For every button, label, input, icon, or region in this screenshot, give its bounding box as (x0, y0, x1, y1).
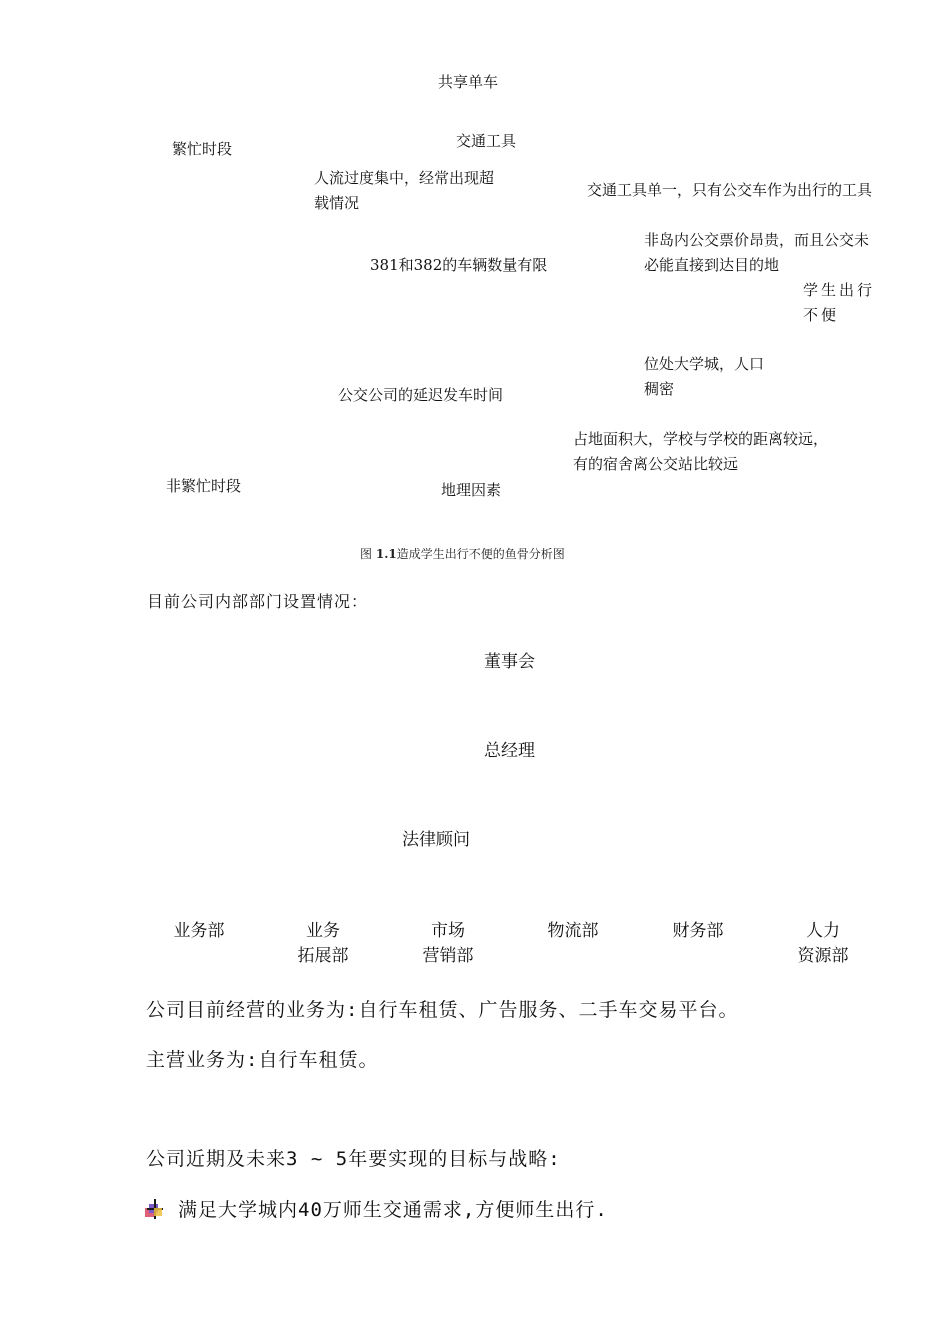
figure-caption (360, 545, 565, 562)
org-legal-counsel: 法律顾问 (402, 830, 470, 850)
paragraph-main-business: 主营业务为:自行车租赁。 (146, 1049, 379, 1071)
bullet-icon (145, 1199, 165, 1219)
org-dept-line1: 市场 (431, 921, 465, 941)
org-dept (540, 919, 606, 944)
sub-cause-overcrowding: 人流过度集中，经常出现超载情况 (314, 169, 495, 212)
cause-busy-period: 繁忙时段 (172, 140, 233, 158)
paragraph-business: 公司目前经营的业务为:自行车租赁、广告服务、二手车交易平台。 (146, 999, 739, 1021)
org-dept-line1: 人力 (806, 921, 840, 941)
org-dept-line2: 拓展部 (297, 946, 349, 966)
cause-geography: 地理因素 (441, 481, 502, 499)
caption-number: 1.1 (375, 547, 397, 561)
org-intro: 目前公司内部部门设置情况： (147, 592, 369, 611)
org-dept (290, 919, 356, 969)
sub-cause-single-transport: 交通工具单一，只有公交车作为出行的工具 (587, 181, 873, 199)
sub-cause-expensive-tickets: 非岛内公交票价昂贵，而且公交未必能直接到达目的地 (644, 231, 870, 274)
sub-cause-bus-delay: 公交公司的延迟发车时间 (338, 386, 504, 404)
fishbone-problem: 学生出行不便 (803, 281, 876, 324)
org-general-manager: 总经理 (484, 741, 535, 761)
fishbone-head: 共享单车 (438, 73, 499, 91)
cause-non-busy-period: 非繁忙时段 (166, 477, 242, 495)
sub-cause-dense-population: 位处大学城，人口稠密 (644, 355, 765, 398)
sub-cause-limited-vehicles: 381和382的车辆数量有限 (370, 256, 548, 274)
org-dept-line1: 业务 (306, 921, 340, 941)
paragraph-goals-heading: 公司近期及未来3 ~ 5年要实现的目标与战略: (146, 1148, 561, 1170)
org-dept-line1: 物流部 (547, 921, 599, 941)
org-board: 董事会 (484, 652, 535, 672)
org-dept-line1: 财务部 (672, 921, 724, 941)
org-dept-line2: 资源部 (797, 946, 849, 966)
org-dept (790, 919, 856, 969)
org-dept (166, 919, 232, 944)
caption-prefix: 图 (360, 547, 373, 561)
org-dept (415, 919, 481, 969)
org-dept (665, 919, 731, 944)
org-dept-line1: 业务部 (173, 921, 225, 941)
caption-text: 造成学生出行不便的鱼骨分析图 (396, 547, 565, 561)
sub-cause-large-area: 占地面积大，学校与学校的距离较远，有的宿舍离公交站比较远 (573, 430, 829, 473)
cause-transport-tool: 交通工具 (456, 132, 517, 150)
goal-item: 满足大学城内40万师生交通需求,方便师生出行. (178, 1199, 608, 1221)
org-dept-line2: 营销部 (422, 946, 474, 966)
